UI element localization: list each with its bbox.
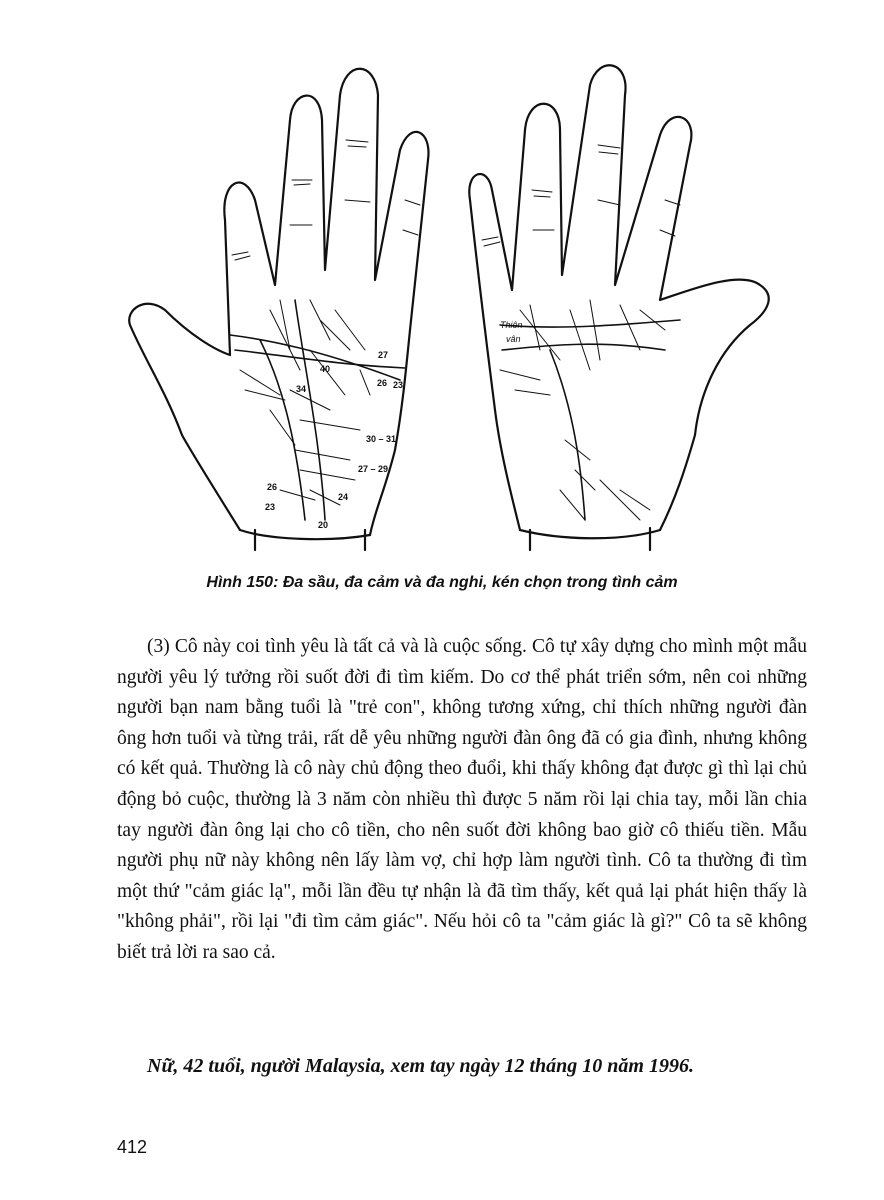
left-label-24: 24	[338, 492, 349, 502]
left-label-27-29: 27 – 29	[358, 464, 389, 474]
right-label-thien: Thiên	[500, 320, 523, 330]
left-label-20: 20	[318, 520, 329, 530]
left-label-26b: 26	[267, 482, 278, 492]
left-wrist	[240, 530, 370, 539]
page-number: 412	[117, 1137, 148, 1157]
right-heart-line	[500, 320, 680, 327]
left-heart-line	[230, 335, 400, 380]
left-label-27: 27	[378, 350, 389, 360]
left-label-23: 23	[393, 380, 404, 390]
subject-line: Nữ, 42 tuổi, người Malaysia, xem tay ngày 12 tháng 10 năm 1996.	[147, 1055, 694, 1077]
left-label-23b: 23	[265, 502, 276, 512]
left-label-26: 26	[377, 378, 388, 388]
right-label-van: vân	[506, 334, 521, 344]
right-hand-outline	[469, 65, 768, 530]
left-hand	[129, 69, 428, 550]
left-label-40: 40	[320, 364, 331, 374]
palm-illustration	[120, 50, 790, 560]
main-paragraph: (3) Cô này coi tình yêu là tất cả và là cuộc sống. Cô tự xây dựng cho mình một mẫu người yêu lý tưởng rồi suốt đời đi tìm kiếm. Do cơ thể phát triển sớm, nên coi những người bạn nam bằng tuổi là "trẻ con", không tương xứng, chỉ thích những người đàn ông hơn tuổi và từng trải, rất dễ yêu những người đàn ông đã có gia đình, nhưng không có kết quả. Thường là cô này chủ động theo đuổi, khi thấy không đạt được gì thì lại chủ động bỏ cuộc, thường là 3 năm còn nhiều thì được 5 năm rồi lại chia tay, mỗi lần chia tay người đàn ông lại cho cô tiền, cho nên suốt đời không bao giờ cô thiếu tiền. Mẫu người phụ nữ này không nên lấy làm vợ, chỉ hợp làm người tình. Cô ta thường đi tìm một thứ "cảm giác lạ", mỗi lần đều tự nhận là đã tìm thấy, kết quả lại phát hiện thấy là "không phải", rồi lại "đi tìm cảm giác". Nếu hỏi cô ta "cảm giác là gì?" Cô ta sẽ không biết trả lời ra sao cả.	[117, 636, 807, 963]
right-hand	[469, 65, 768, 550]
left-label-34: 34	[296, 384, 307, 394]
right-wrist	[520, 530, 660, 538]
palm-figure	[120, 50, 790, 560]
left-label-30-31: 30 – 31	[366, 434, 397, 444]
body-text	[117, 632, 807, 969]
figure-caption: Hình 150: Đa sầu, đa cảm và đa nghi, kén chọn trong tình cảm	[206, 574, 678, 591]
left-fate-line	[295, 300, 325, 520]
right-life-line	[550, 350, 585, 520]
